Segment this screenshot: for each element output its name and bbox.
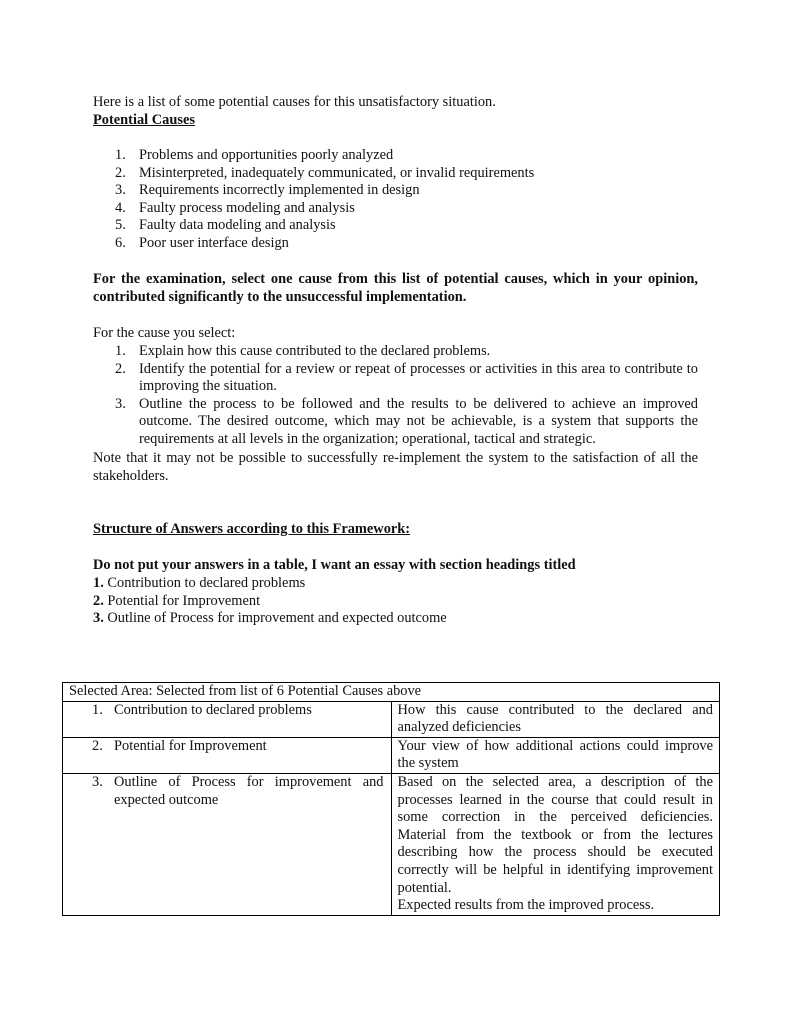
section-heading: 3. Outline of Process for improvement and expected outcome	[93, 610, 447, 627]
list-item: 4. Faulty process modeling and analysis	[115, 199, 355, 216]
table-cell-description: Based on the selected area, a description of the processes learned in the course that could result in some correction in the perceived deficiencies. Material from the textbook or from the lectures describing how the process should be executed correctly will be helpful in identifying improvement potential. Expected results from the improved process.	[391, 773, 720, 915]
framework-table	[62, 682, 720, 916]
table-row	[63, 701, 720, 737]
table-header: Selected Area: Selected from list of 6 Potential Causes above	[63, 683, 720, 702]
essay-instruction: Do not put your answers in a table, I want an essay with section headings titled	[93, 557, 576, 573]
list-item: 3. Requirements incorrectly implemented in design	[115, 182, 420, 199]
instruction-text: For the examination, select one cause from this list of potential causes, which in your opinion, contributed significantly to the unsuccessful implementation.	[93, 271, 698, 305]
table-row	[63, 773, 720, 915]
section-heading: 1. Contribution to declared problems	[93, 575, 306, 591]
list-item: 1. Explain how this cause contributed to the declared problems.	[115, 343, 491, 359]
tasks-list	[93, 343, 698, 449]
table-row	[63, 737, 720, 773]
intro-text: Here is a list of some potential causes for this unsatisfactory situation.	[93, 94, 496, 110]
tasks-intro: For the cause you select:	[93, 325, 236, 341]
table-cell-area: 3. Outline of Process for improvement and expected outcome	[63, 773, 392, 915]
list-item: 3. Outline the process to be followed and the results to be delivered to achieve an improved outcome. The desired outcome, which may not be achievable, is a system that supports the requirements at all levels in the organization; operational, tactical and strategic.	[115, 395, 698, 447]
causes-list	[93, 147, 698, 253]
table-header-row	[63, 683, 720, 702]
table-cell-description: Your view of how additional actions could improve the system	[391, 737, 720, 773]
list-item: 6. Poor user interface design	[115, 234, 289, 251]
causes-heading: Potential Causes	[93, 112, 195, 128]
table-cell-area: 2. Potential for Improvement	[63, 737, 392, 773]
list-item: 2. Misinterpreted, inadequately communicated, or invalid requirements	[115, 164, 535, 181]
structure-heading: Structure of Answers according to this Framework:	[93, 521, 411, 537]
table-cell-area: 1. Contribution to declared problems	[63, 701, 392, 737]
table-cell-description: How this cause contributed to the declared and analyzed deficiencies	[391, 701, 720, 737]
note-text: Note that it may not be possible to successfully re-implement the system to the satisfaction of all the stakeholders.	[93, 450, 698, 484]
list-item: 1. Problems and opportunities poorly analyzed	[115, 147, 394, 163]
list-item: 5. Faulty data modeling and analysis	[115, 217, 336, 234]
list-item: 2. Identify the potential for a review or repeat of processes or activities in this area to contribute to improving the situation.	[115, 360, 698, 395]
section-headings	[93, 575, 698, 628]
section-heading: 2. Potential for Improvement	[93, 592, 261, 609]
